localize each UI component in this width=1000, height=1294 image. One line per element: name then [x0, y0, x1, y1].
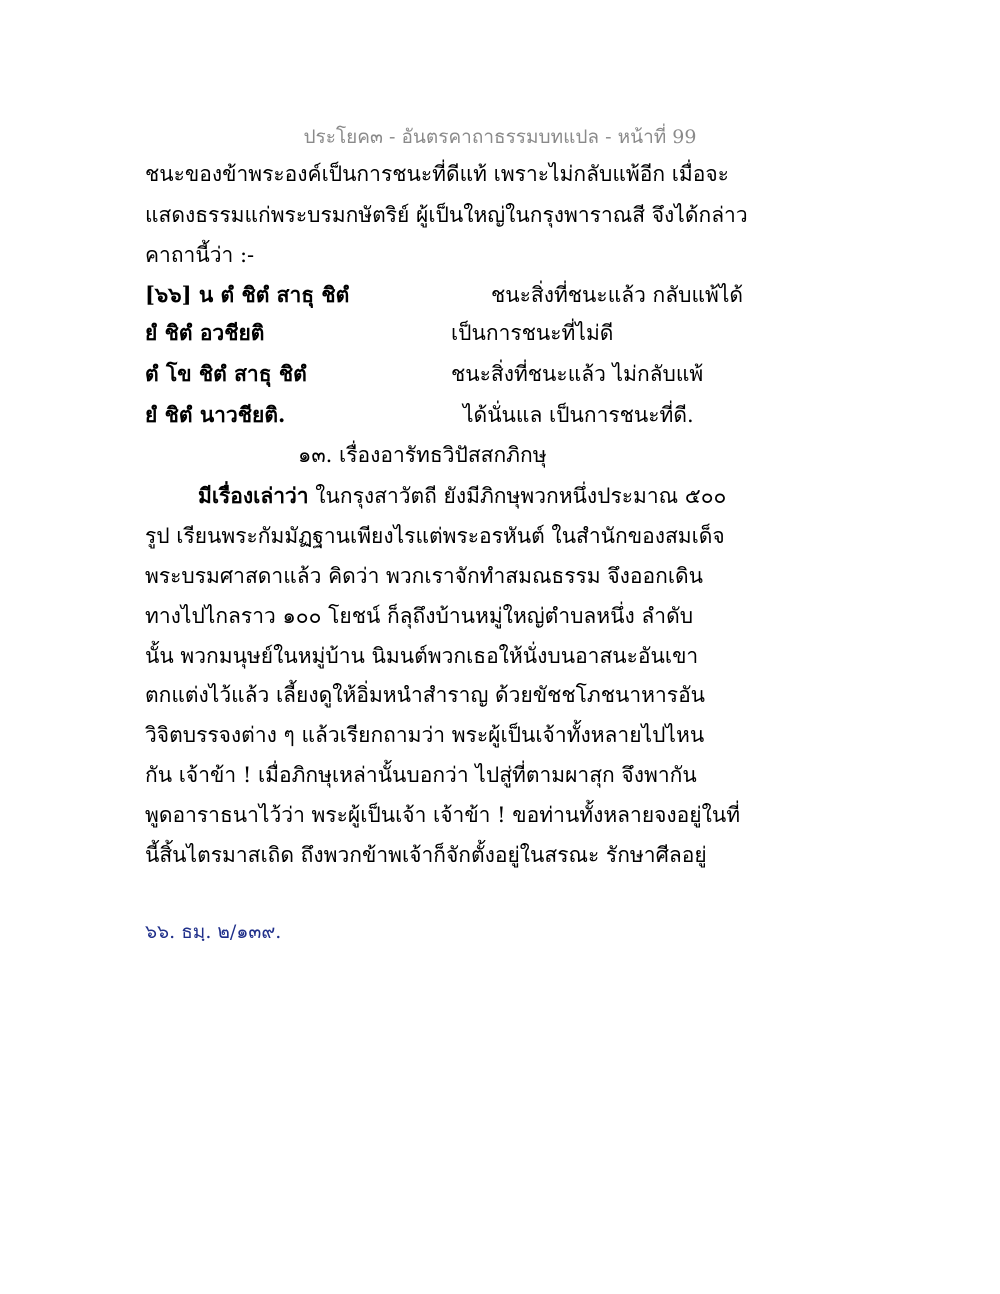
intro-line: ชนะของข้าพระองค์เป็นการชนะที่ดีแท้ เพราะไม่กลับแพ้อีก เมื่อจะ — [145, 162, 729, 186]
story-line: พระบรมศาสดาแล้ว คิดว่า พวกเราจักทำสมณธรรม จึงออกเดิน — [145, 564, 703, 588]
story-line: พูดอาราธนาไว้ว่า พระผู้เป็นเจ้า เจ้าข้า ! ขอท่านทั้งหลายจงอยู่ในที่ — [145, 803, 741, 827]
intro-line: แสดงธรรมแก่พระบรมกษัตริย์ ผู้เป็นใหญ่ในกรุงพาราณสี จึงได้กล่าว — [145, 203, 748, 227]
story-line: นั้น พวกมนุษย์ในหมู่บ้าน นิมนต์พวกเธอให้นั่งบนอาสนะอันเขา — [145, 644, 699, 668]
story-title: ๑๓. เรื่องอารัทธวิปัสสกภิกษุ — [298, 443, 547, 467]
verse-pali: ยํ ชิตํ อวชียติ — [145, 320, 265, 345]
story-lead: มีเรื่องเล่าว่า — [198, 483, 309, 508]
running-header: ประโยค๓ - อันตรคาถาธรรมบทแปล - หน้าที่ 99 — [303, 126, 697, 148]
verse-pali: ยํ ชิตํ นาวชียติ. — [145, 402, 286, 427]
story-line: ตกแต่งไว้แล้ว เลี้ยงดูให้อิ่มหนำสำราญ ด้วยขัชชโภชนาหารอัน — [145, 683, 706, 707]
story-first-line — [198, 481, 726, 511]
verse-pali: [๖๖] น ตํ ชิตํ สาธุ ชิตํ — [145, 282, 350, 307]
story-first-line-rest: ในกรุงสาวัตถี ยังมีภิกษุพวกหนึ่งประมาณ ๕๐๐ — [308, 484, 727, 508]
story-line: นี้สิ้นไตรมาสเถิด ถึงพวกข้าพเจ้าก็จักตั้งอยู่ในสรณะ รักษาศีลอยู่ — [145, 843, 707, 867]
verse-thai: ได้นั่นแล เป็นการชนะที่ดี. — [463, 403, 694, 427]
story-line: รูป เรียนพระกัมมัฏฐานเพียงไรแต่พระอรหันต์ ในสำนักของสมเด็จ — [145, 524, 725, 548]
story-line: กัน เจ้าข้า ! เมื่อภิกษุเหล่านั้นบอกว่า ไปสู่ที่ตามผาสุก จึงพากัน — [145, 763, 697, 787]
verse-thai: เป็นการชนะที่ไม่ดี — [451, 321, 614, 345]
story-line: วิจิตบรรจงต่าง ๆ แล้วเรียกถามว่า พระผู้เป็นเจ้าทั้งหลายไปไหน — [145, 723, 705, 747]
verse-thai: ชนะสิ่งที่ชนะแล้ว ไม่กลับแพ้ — [451, 362, 704, 386]
intro-line: คาถานี้ว่า :- — [145, 243, 255, 267]
verse-pali: ตํ โข ชิตํ สาธุ ชิตํ — [145, 361, 307, 386]
story-line: ทางไปไกลราว ๑๐๐ โยชน์ ก็ลุถึงบ้านหมู่ใหญ่ตำบลหนึ่ง ลำดับ — [145, 604, 694, 628]
verse-thai: ชนะสิ่งที่ชนะแล้ว กลับแพ้ได้ — [491, 283, 744, 307]
footnote: ๖๖. ธมฺ. ๒/๑๓๙. — [145, 921, 282, 943]
